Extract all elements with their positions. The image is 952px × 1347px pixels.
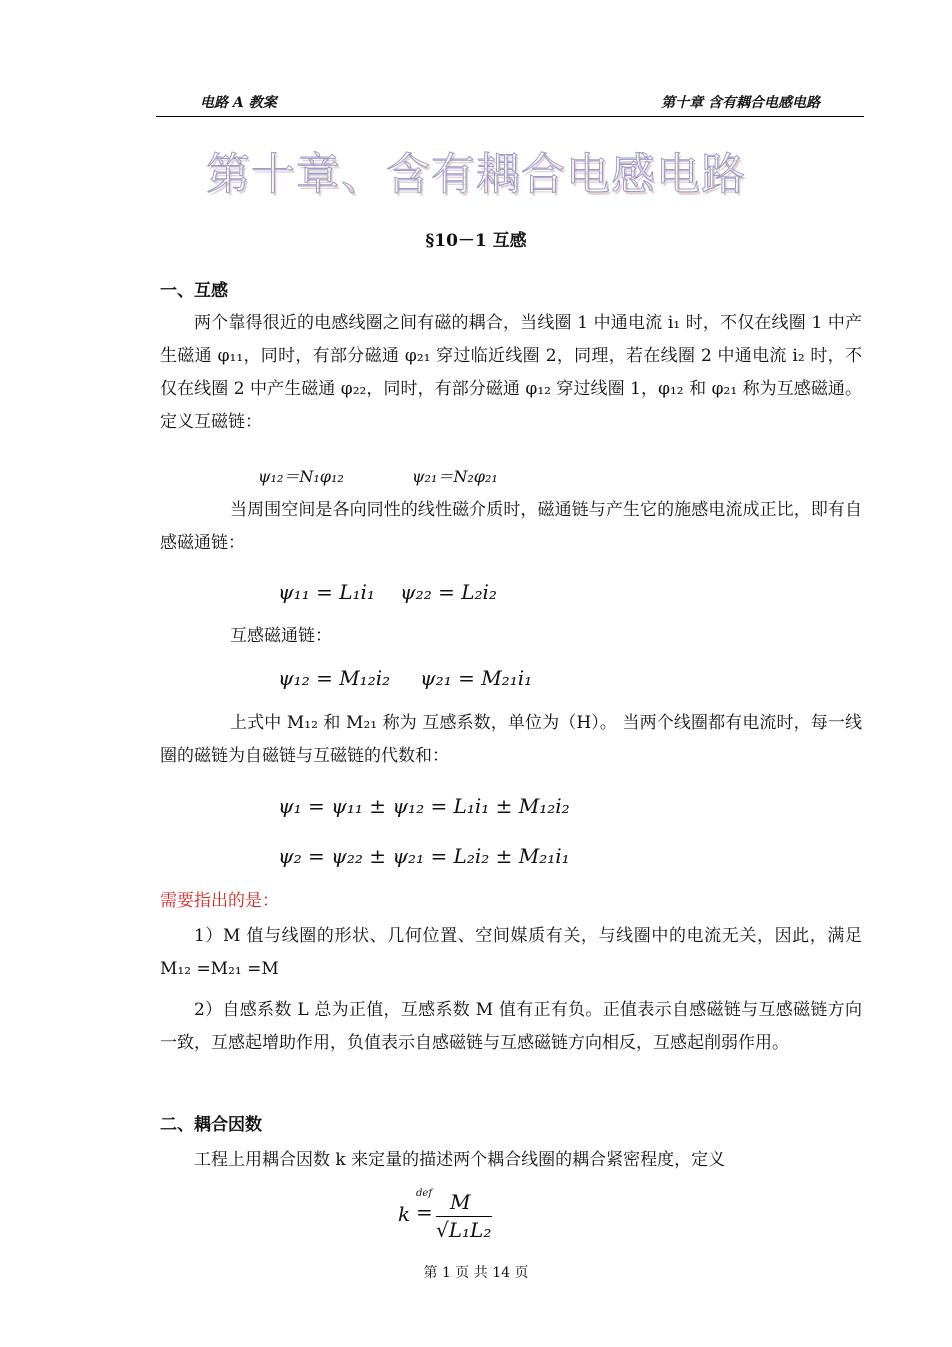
formula-k: k bbox=[398, 1202, 411, 1226]
note-item-1: 1）M 值与线圈的形状、几何位置、空间媒质有关，与线圈中的电流无关，因此，满足 M₁₂ =M₂₁ =M bbox=[160, 926, 862, 979]
page-header bbox=[156, 92, 864, 117]
equation-3a: ψ₁₂ = M₁₂i₂ bbox=[278, 666, 391, 690]
header-left: 电路 A 教案 bbox=[200, 95, 277, 111]
equation-2a: ψ₁₁ = L₁i₁ bbox=[278, 580, 375, 604]
section-title: §10－1 互感 bbox=[425, 231, 527, 251]
fraction-bar bbox=[436, 1216, 492, 1217]
equation-3b: ψ₂₁ = M₂₁i₁ bbox=[420, 666, 533, 690]
note-item-2: 2）自感系数 L 总为正值，互感系数 M 值有正有负。正值表示自感磁链与互感磁链方向一致，互感起增助作用，负值表示自感磁链与互感磁链方向相反，互感起削弱作用。 bbox=[160, 1000, 862, 1053]
header-right: 第十章 含有耦合电感电路 bbox=[661, 95, 820, 111]
formula-numerator: M bbox=[450, 1190, 471, 1214]
equation-4: ψ₁ = ψ₁₁ ± ψ₁₂ = L₁i₁ ± M₁₂i₂ bbox=[278, 794, 570, 818]
note-heading: 需要指出的是： bbox=[160, 891, 279, 911]
paragraph-intro: 两个靠得很近的电感线圈之间有磁的耦合，当线圈 1 中通电流 i₁ 时，不仅在线圈 1 中产生磁通 φ₁₁，同时，有部分磁通 φ₂₁ 穿过临近线圈 2，同理，若在线圈 2 中通电流 i₂ 时，不仅在线圈 2 中产生磁通 φ₂₂，同时，有部分磁通 φ₁₂ 穿过线圈 1，φ₁₂ 和 φ₂₁ 称为互感磁通。定义互磁链： bbox=[160, 313, 862, 432]
heading-coupling-factor: 二、耦合因数 bbox=[160, 1115, 262, 1135]
paragraph-mutual-coefficient: 上式中 M₁₂ 和 M₂₁ 称为 互感系数，单位为（H）。 当两个线圈都有电流时，每一线圈的磁链为自磁链与互磁链的代数和： bbox=[160, 713, 862, 766]
page-footer: 第 1 页 共 14 页 bbox=[423, 1265, 529, 1281]
equation-1a: ψ₁₂＝N₁φ₁₂ bbox=[258, 467, 344, 486]
paragraph-mutual-flux-linkage: 互感磁通链： bbox=[230, 626, 332, 646]
chapter-title: 第十章、含有耦合电感电路 bbox=[206, 149, 746, 200]
equation-5: ψ₂ = ψ₂₂ ± ψ₂₁ = L₂i₂ ± M₂₁i₁ bbox=[278, 844, 570, 868]
coupling-factor-formula bbox=[396, 1188, 496, 1248]
equation-2b: ψ₂₂ = L₂i₂ bbox=[400, 580, 497, 604]
paragraph-coupling-factor: 工程上用耦合因数 k 来定量的描述两个耦合线圈的耦合紧密程度，定义 bbox=[194, 1150, 726, 1170]
formula-def: def bbox=[416, 1188, 433, 1199]
paragraph-linear-medium: 当周围空间是各向同性的线性磁介质时，磁通链与产生它的施感电流成正比，即有自感磁通链： bbox=[160, 500, 862, 553]
equation-1b: ψ₂₁＝N₂φ₂₁ bbox=[412, 467, 498, 486]
formula-denominator: √L₁L₂ bbox=[436, 1218, 492, 1242]
formula-equals: = bbox=[416, 1200, 433, 1224]
heading-mutual-inductance: 一、互感 bbox=[160, 281, 228, 301]
